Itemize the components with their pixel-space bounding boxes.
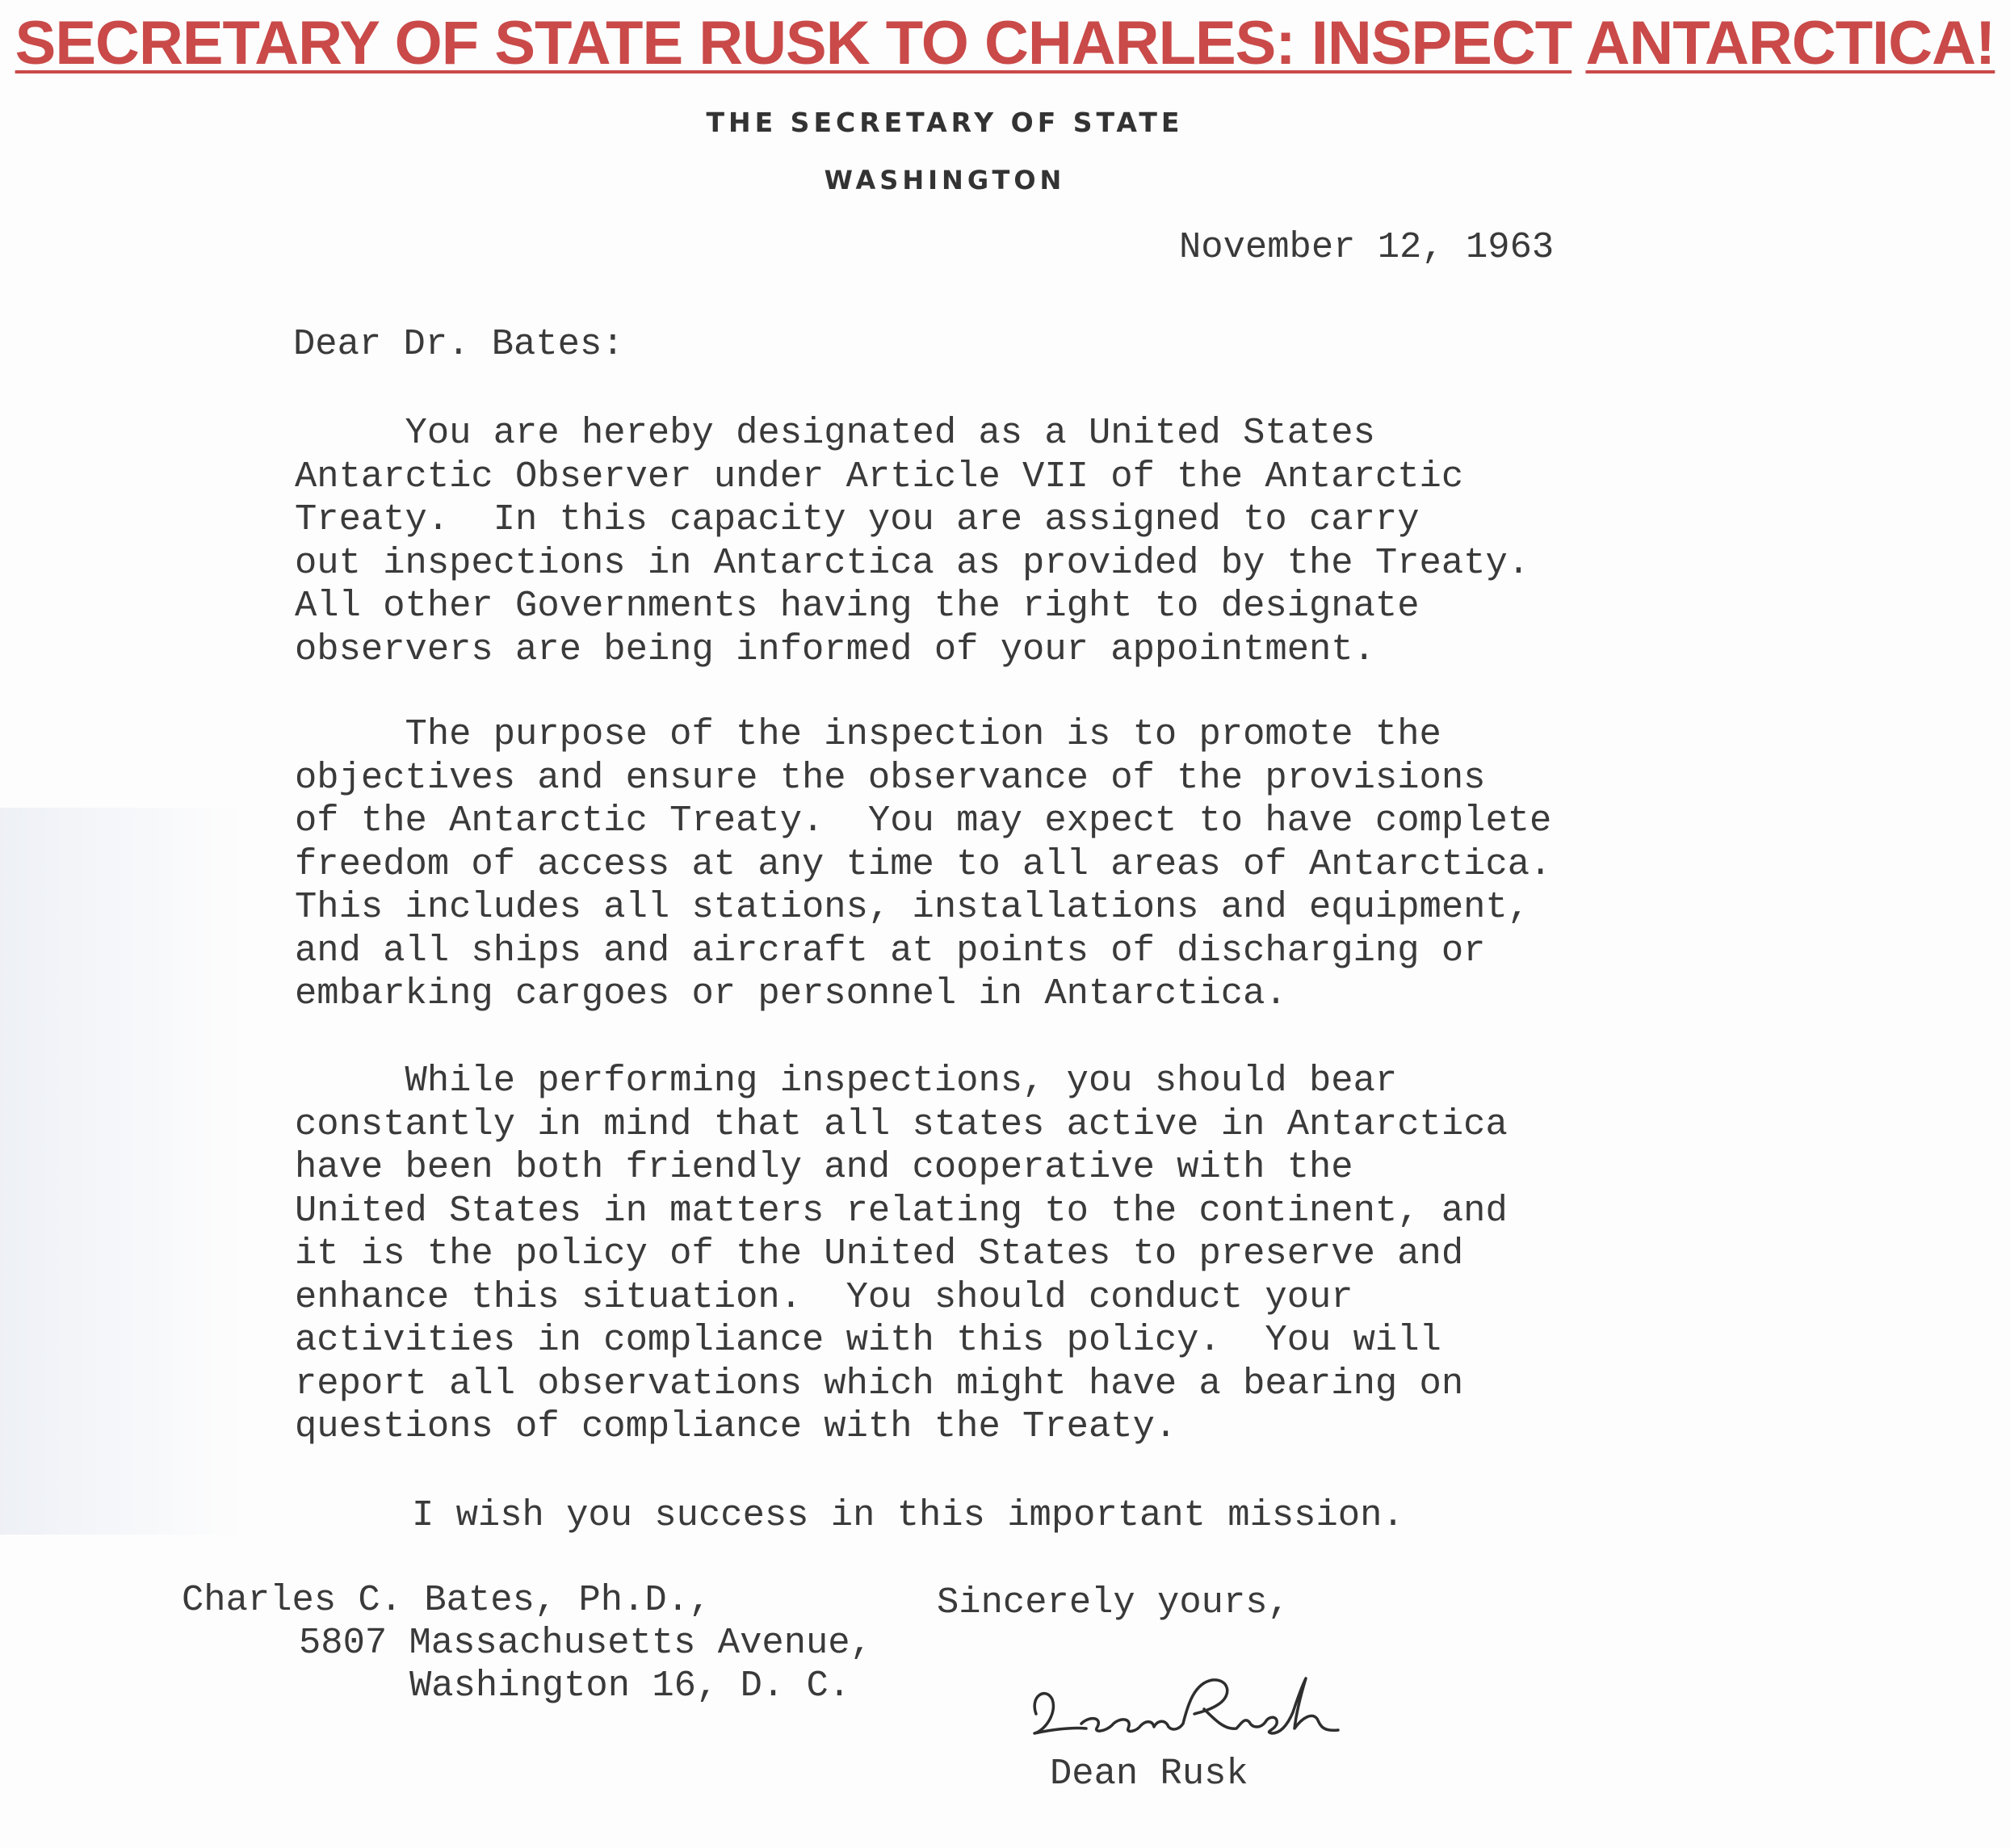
recipient-name: Charles C. Bates, Ph.D.,	[182, 1579, 711, 1621]
paragraph-line: Treaty. In this capacity you are assigned to carry	[295, 498, 1420, 540]
scan-shadow	[0, 808, 242, 1535]
paragraph-line: questions of compliance with the Treaty.	[295, 1405, 1177, 1447]
recipient-address	[182, 1579, 872, 1707]
paragraph-line: constantly in mind that all states active in Antarctica	[295, 1102, 1508, 1145]
paragraph-line: All other Governments having the right to designate	[295, 585, 1420, 627]
paragraph-1	[295, 412, 1530, 671]
paragraph-line: This includes all stations, installations and equipment,	[295, 886, 1530, 928]
paragraph-3	[295, 1060, 1508, 1449]
salutation: Dear Dr. Bates:	[293, 323, 624, 365]
paragraph-line: freedom of access at any time to all areas of Antarctica.	[295, 842, 1552, 885]
closing-line: I wish you success in this important mission.	[412, 1494, 1404, 1536]
headline-part-2: ANTARCTICA!	[1585, 9, 1995, 78]
recipient-street: 5807 Massachusetts Avenue,	[299, 1622, 872, 1664]
complimentary-close: Sincerely yours,	[937, 1581, 1290, 1623]
paragraph-line: have been both friendly and cooperative with the	[295, 1146, 1353, 1188]
paragraph-line: You are hereby designated as a United States	[295, 412, 1375, 454]
paragraph-line: United States in matters relating to the continent, and	[295, 1189, 1508, 1232]
paragraph-line: activities in compliance with this policy. You will	[295, 1319, 1441, 1361]
paragraph-line: report all observations which might have a bearing on	[295, 1362, 1464, 1405]
paragraph-line: out inspections in Antarctica as provided by the Treaty.	[295, 541, 1530, 584]
paragraph-line: embarking cargoes or personnel in Antarctica.	[295, 972, 1287, 1014]
signature	[1022, 1645, 1361, 1753]
headline-part-1: SECRETARY OF STATE RUSK TO CHARLES: INSPECT	[15, 9, 1572, 78]
paragraph-line: The purpose of the inspection is to promote the	[295, 713, 1441, 755]
signer-name: Dean Rusk	[1050, 1753, 1248, 1795]
letter-date: November 12, 1963	[1179, 226, 1555, 268]
paragraph-line: and all ships and aircraft at points of discharging or	[295, 929, 1486, 972]
recipient-city: Washington 16, D. C.	[409, 1665, 851, 1707]
headline	[0, 5, 2010, 82]
paragraph-line: While performing inspections, you should bear	[295, 1060, 1398, 1102]
paragraph-2	[295, 713, 1551, 1016]
paragraph-line: objectives and ensure the observance of the provisions	[295, 756, 1486, 799]
letterhead-office: THE SECRETARY OF STATE	[706, 107, 1184, 138]
paragraph-line: it is the policy of the United States to preserve and	[295, 1233, 1464, 1275]
letterhead-city: WASHINGTON	[824, 165, 1066, 195]
paragraph-line: Antarctic Observer under Article VII of the Antarctic	[295, 455, 1464, 498]
paragraph-line: observers are being informed of your appointment.	[295, 628, 1375, 670]
signature-text: Dean Rusk	[1022, 1645, 1079, 1659]
paragraph-line: of the Antarctic Treaty. You may expect to have complete	[295, 800, 1552, 842]
paragraph-line: enhance this situation. You should conduct your	[295, 1275, 1353, 1318]
